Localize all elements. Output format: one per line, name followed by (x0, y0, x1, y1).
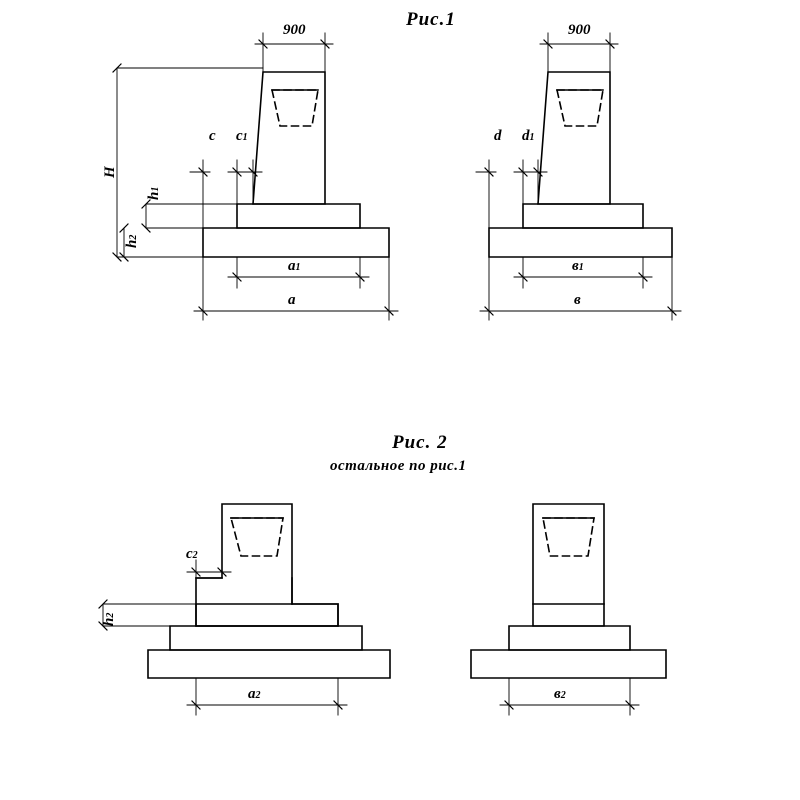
fig1-right-socket (557, 90, 603, 126)
dim-a1-sub: 1 (295, 262, 301, 273)
dim-b1 (572, 258, 584, 275)
fig2-left-step-upper (196, 604, 338, 626)
dim-h2-top (124, 235, 141, 248)
fig1-right-step (523, 204, 643, 228)
dim-d1-sub: 1 (529, 132, 535, 143)
dim-h1-sub: 1 (150, 186, 161, 192)
dim-d1 (522, 128, 535, 145)
dim-c1-text: c (236, 128, 243, 144)
dim-a2-text: а (248, 686, 256, 702)
dim-b2-sub: 2 (560, 690, 566, 701)
fig1-right-stem (538, 72, 610, 204)
fig2-right-socket (543, 518, 594, 556)
fig2-left-base-slab (148, 650, 390, 678)
fig2-title: Рис. 2 (392, 432, 448, 453)
dim-c1-sub: 1 (242, 132, 248, 143)
dim-c2-sub: 2 (192, 550, 198, 561)
dim-a1 (288, 258, 301, 275)
fig1-title: Рис.1 (406, 9, 456, 30)
dim-H: H (102, 166, 118, 178)
fig1-right-base-slab (489, 228, 672, 257)
dim-h2-top-text: h (124, 239, 140, 248)
fig2-left-step-mid (170, 626, 362, 650)
dim-h2-top-sub: 2 (128, 234, 139, 240)
dim-b2 (554, 686, 566, 703)
dim-c2 (186, 546, 198, 563)
dim-d1-text: d (522, 128, 530, 144)
dim-b1-sub: 1 (578, 262, 584, 273)
dim-h1 (146, 187, 163, 200)
fig2-right-step (509, 626, 630, 650)
dim-a2-sub: 2 (255, 690, 261, 701)
dim-b2-text: в (554, 686, 561, 702)
fig2-right-base-slab (471, 650, 666, 678)
dim-d: d (494, 128, 502, 144)
dim-c: c (209, 128, 216, 144)
dim-c2-text: c (186, 546, 193, 562)
dim-h1-text: h (146, 191, 162, 200)
dim-a2 (248, 686, 261, 703)
dim-900-right: 900 (568, 22, 591, 38)
dim-900-left: 900 (283, 22, 306, 38)
dim-h2 (101, 613, 118, 626)
dim-c1 (236, 128, 248, 145)
fig1-left-base-slab (203, 228, 389, 257)
fig1-left-stem (253, 72, 325, 204)
dim-h2-sub: 2 (105, 612, 116, 618)
fig1-left-step (237, 204, 360, 228)
dim-h2-text: h (101, 617, 117, 626)
dim-a1-text: а (288, 258, 296, 274)
dim-b1-text: в (572, 258, 579, 274)
fig2-left-stem (196, 504, 338, 626)
fig2-subtitle: остальное по рис.1 (330, 458, 467, 474)
dim-a: а (288, 292, 296, 308)
fig1-left-socket (272, 90, 318, 126)
dim-b: в (574, 292, 581, 308)
fig2-left-socket (231, 518, 283, 556)
